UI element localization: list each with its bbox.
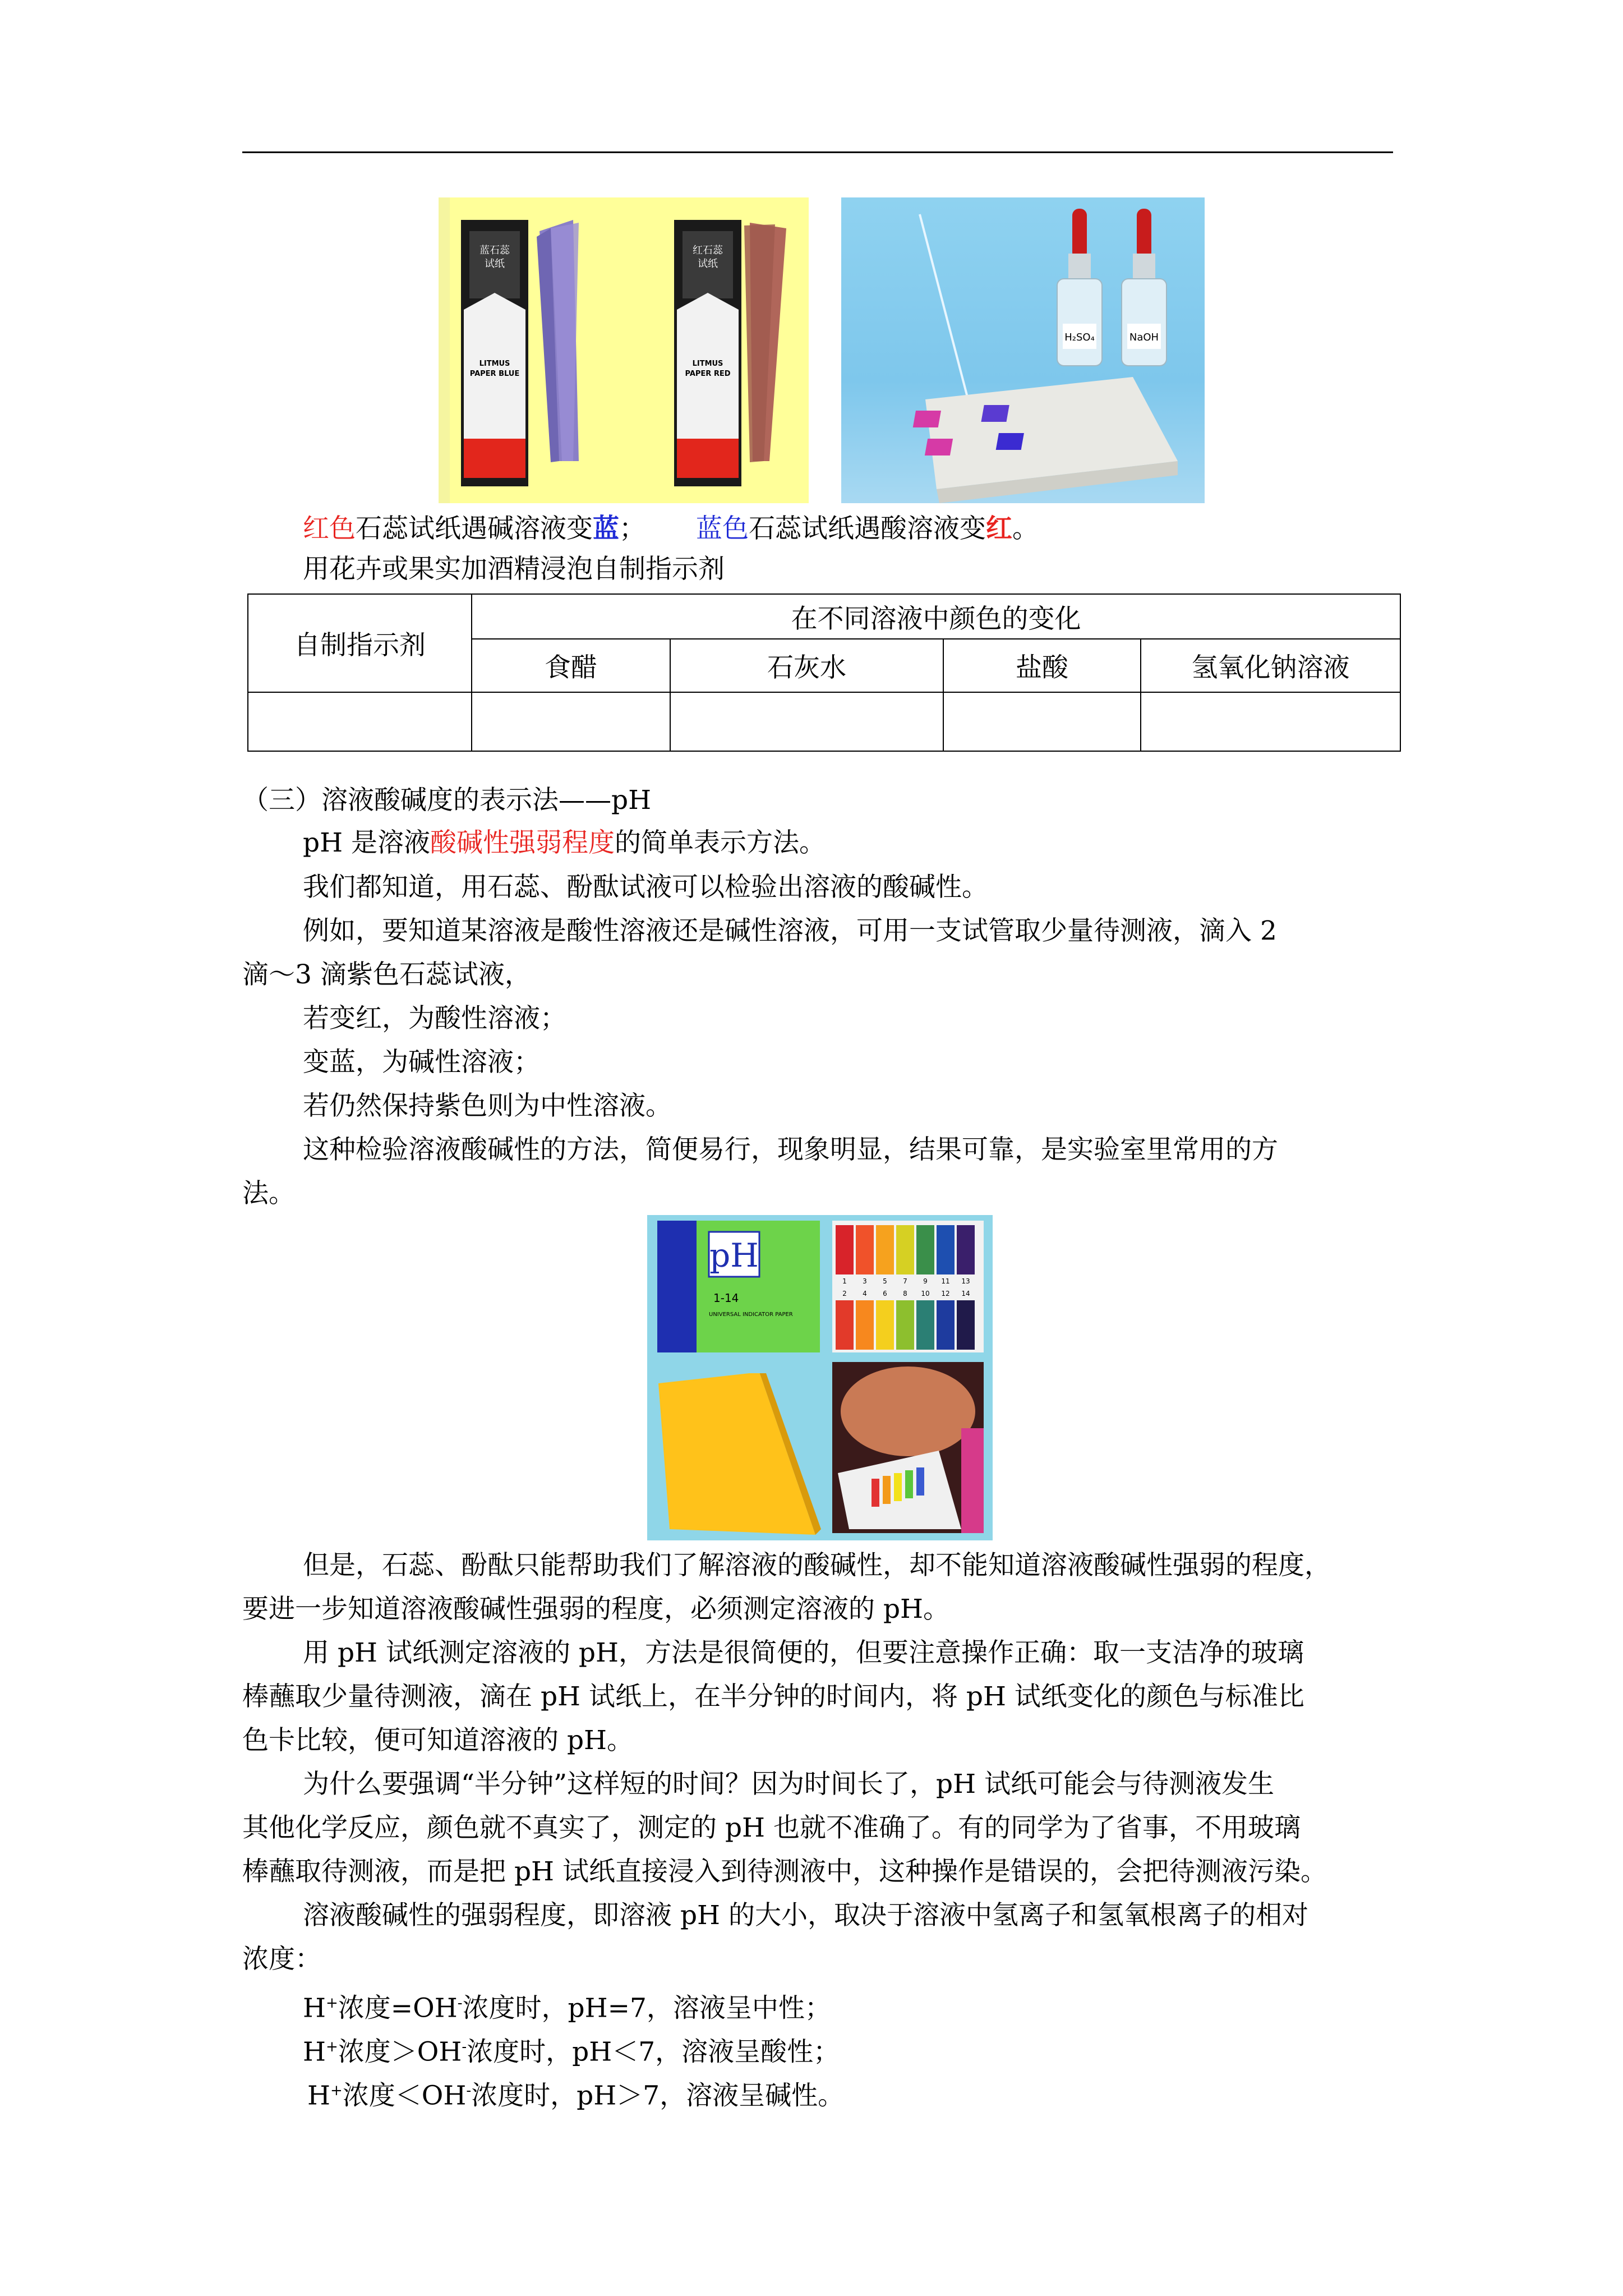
caption-red-word: 红 bbox=[986, 513, 1012, 544]
para-paper-line3: 色卡比较，便可知道溶液的 pH。 bbox=[242, 1725, 634, 1756]
bottle2-label: NaOH bbox=[1129, 332, 1159, 343]
testing-hand-photo bbox=[832, 1362, 984, 1533]
caption-text-1: 石蕊试纸遇碱溶液变 bbox=[356, 513, 593, 544]
table-col1-header: 自制指示剂 bbox=[248, 594, 472, 692]
cond1-sup-plus: + bbox=[326, 1995, 338, 2012]
litmus-paper-illustration bbox=[439, 197, 809, 503]
cond2-rest: 浓度时，pH＜7，溶液呈酸性； bbox=[467, 2036, 840, 2068]
ph-paper-box bbox=[657, 1221, 820, 1352]
para-strength-line2: 浓度： bbox=[242, 1944, 321, 1975]
para-know: 我们都知道，用石蕊、酚酞试液可以检验出溶液的酸碱性。 bbox=[303, 872, 988, 903]
table-cell-empty bbox=[670, 692, 943, 751]
blue-litmus-strips bbox=[537, 220, 579, 462]
section-heading: （三）溶液酸碱度的表示法——pH bbox=[242, 785, 652, 816]
caption-text-2: 石蕊试纸遇酸溶液变 bbox=[749, 513, 986, 544]
ph-swatch bbox=[896, 1300, 914, 1350]
para-paper-line2: 棒蘸取少量待测液，滴在 pH 试纸上，在半分钟的时间内，将 pH 试纸变化的颜色与标准比 bbox=[242, 1681, 1304, 1712]
dropper-experiment-photo bbox=[841, 197, 1205, 503]
ph-chart-number: 13 bbox=[961, 1277, 970, 1285]
ph-def-start: pH 是溶液 bbox=[303, 827, 431, 858]
ph-definition bbox=[303, 825, 826, 862]
bottle-sulfuric-acid bbox=[1057, 209, 1102, 366]
ph-chart-number: 1 bbox=[842, 1277, 847, 1285]
caption-end: 。 bbox=[1012, 513, 1039, 544]
box2-bottom-label: LITMUS PAPER RED bbox=[685, 360, 731, 378]
spot-3 bbox=[925, 439, 953, 455]
spot-4 bbox=[996, 433, 1024, 450]
red-litmus-box bbox=[674, 220, 741, 486]
ph-swatch bbox=[937, 1225, 955, 1274]
cond2-h: H bbox=[303, 2036, 326, 2068]
cond1-sup-minus: - bbox=[457, 1995, 463, 2012]
caption-blue-word: 蓝 bbox=[593, 513, 619, 544]
table-col-vinegar: 食醋 bbox=[472, 639, 670, 692]
cond2-sup-plus: + bbox=[326, 2039, 338, 2055]
ph-chart-number: 6 bbox=[883, 1290, 887, 1297]
condition-basic bbox=[307, 2072, 844, 2115]
condition-acidic bbox=[303, 2028, 840, 2071]
para-paper-line1: 用 pH 试纸测定溶液的 pH，方法是很简便的，但要注意操作正确：取一支洁净的玻璃 bbox=[303, 1637, 1304, 1668]
line-stays-purple: 若仍然保持紫色则为中性溶液。 bbox=[303, 1091, 672, 1121]
ph-swatch bbox=[957, 1225, 975, 1274]
ph-chart-number: 5 bbox=[883, 1277, 887, 1285]
cond1-mid: 浓度=OH bbox=[338, 1993, 458, 2024]
cond3-sup-minus: - bbox=[466, 2082, 472, 2099]
box2-top-label: 红石蕊试纸 bbox=[693, 245, 723, 270]
ph-chart-number: 8 bbox=[903, 1290, 907, 1297]
spot-2 bbox=[981, 405, 1009, 422]
ph-swatch bbox=[916, 1225, 934, 1274]
para-method-line1: 这种检验溶液酸碱性的方法，简便易行，现象明显，结果可靠，是实验室里常用的方 bbox=[303, 1134, 1278, 1165]
box1-top-label: 蓝石蕊试纸 bbox=[479, 245, 510, 270]
table-col-naoh: 氢氧化钠溶液 bbox=[1141, 639, 1400, 692]
cond3-rest: 浓度时，pH＞7，溶液呈碱性。 bbox=[471, 2080, 845, 2111]
table-col-hcl: 盐酸 bbox=[943, 639, 1141, 692]
ph-swatch bbox=[856, 1225, 874, 1274]
cond2-sup-minus: - bbox=[462, 2039, 467, 2055]
cond3-mid: 浓度＜OH bbox=[342, 2080, 467, 2111]
dropper-illustration bbox=[841, 197, 1205, 503]
ph-def-end: 的简单表示方法。 bbox=[615, 827, 826, 858]
ph-chart-number: 10 bbox=[921, 1290, 930, 1297]
line-turns-blue: 变蓝，为碱性溶液； bbox=[303, 1047, 540, 1078]
header-rule bbox=[242, 151, 1393, 153]
ph-chart-number: 9 bbox=[923, 1277, 928, 1285]
table-cell-empty bbox=[248, 692, 472, 751]
indicator-table bbox=[247, 593, 1401, 752]
ph-swatch bbox=[856, 1300, 874, 1350]
ph-swatch bbox=[957, 1300, 975, 1350]
cond1-rest: 浓度时，pH=7，溶液呈中性； bbox=[462, 1993, 831, 2024]
para-why-line3: 棒蘸取待测液，而是把 pH 试纸直接浸入到待测液中，这种操作是错误的，会把待测液污染。 bbox=[242, 1856, 1327, 1887]
ph-chart-number: 3 bbox=[863, 1277, 867, 1285]
ph-swatch bbox=[896, 1225, 914, 1274]
para-method-line2: 法。 bbox=[242, 1178, 295, 1209]
para-but-line2: 要进一步知道溶液酸碱性强弱的程度，必须测定溶液的 pH。 bbox=[242, 1594, 950, 1625]
ph-swatch bbox=[937, 1300, 955, 1350]
cond3-h: H bbox=[307, 2080, 330, 2111]
red-litmus-strips bbox=[744, 223, 786, 462]
ph-chart-number: 7 bbox=[903, 1277, 907, 1285]
ph-color-chart bbox=[832, 1221, 984, 1352]
para-but-line1: 但是，石蕊、酚酞只能帮助我们了解溶液的酸碱性，却不能知道溶液酸碱性强弱的程度， bbox=[303, 1550, 1331, 1581]
box-small-text: UNIVERSAL INDICATOR PAPER bbox=[709, 1312, 793, 1318]
para-strength-line1: 溶液酸碱性的强弱程度，即溶液 pH 的大小，取决于溶液中氢离子和氢氧根离子的相对 bbox=[303, 1900, 1308, 1931]
bottle-sodium-hydroxide bbox=[1122, 209, 1166, 366]
table-cell-empty bbox=[472, 692, 670, 751]
ph-chart-number: 2 bbox=[842, 1290, 847, 1297]
cond2-mid: 浓度＞OH bbox=[338, 2036, 462, 2068]
box1-bottom-label: LITMUS PAPER BLUE bbox=[469, 360, 520, 378]
glass-rod bbox=[920, 214, 970, 408]
box-ph-text: pH bbox=[709, 1236, 759, 1274]
ph-chart-number: 14 bbox=[961, 1290, 970, 1297]
ph-swatch bbox=[916, 1300, 934, 1350]
bottle1-label: H₂SO₄ bbox=[1064, 332, 1095, 343]
litmus-caption bbox=[303, 510, 1039, 547]
ph-swatch bbox=[836, 1300, 854, 1350]
ph-chart-number: 11 bbox=[941, 1277, 950, 1285]
yellow-ph-strips bbox=[657, 1362, 821, 1535]
table-cell-empty bbox=[943, 692, 1141, 751]
para-why-line2: 其他化学反应，颜色就不真实了，测定的 pH 也就不准确了。有的同学为了省事，不用玻璃 bbox=[242, 1812, 1301, 1843]
para-why-line1: 为什么要强调“半分钟”这样短的时间？因为时间长了，pH 试纸可能会与待测液发生 bbox=[303, 1769, 1275, 1800]
line-turns-red: 若变红，为酸性溶液； bbox=[303, 1003, 566, 1034]
table-col-limewater: 石灰水 bbox=[670, 639, 943, 692]
ph-swatch bbox=[836, 1225, 854, 1274]
condition-neutral bbox=[303, 1985, 831, 2027]
ph-chart-number: 4 bbox=[863, 1290, 867, 1297]
ph-chart-number: 12 bbox=[941, 1290, 950, 1297]
para-example-line1: 例如，要知道某溶液是酸性溶液还是碱性溶液，可用一支试管取少量待测液，滴入 2 bbox=[303, 915, 1277, 946]
spot-1 bbox=[913, 411, 941, 427]
caption-separator: ； bbox=[619, 513, 645, 544]
homemade-indicator-line: 用花卉或果实加酒精浸泡自制指示剂 bbox=[303, 554, 725, 585]
table-cell-empty bbox=[1141, 692, 1400, 751]
blue-litmus-box bbox=[461, 220, 528, 486]
ph-def-highlight: 酸碱性强弱程度 bbox=[430, 827, 615, 858]
box-range-text: 1-14 bbox=[713, 1291, 739, 1305]
ph-paper-photo bbox=[647, 1215, 993, 1540]
para-example-line2: 滴～3 滴紫色石蕊试液， bbox=[242, 959, 531, 990]
caption-red-color: 红色 bbox=[303, 513, 356, 544]
cond1-h: H bbox=[303, 1993, 326, 2024]
ph-paper-illustration bbox=[647, 1215, 993, 1540]
table-group-header: 在不同溶液中颜色的变化 bbox=[472, 594, 1400, 639]
ph-swatch bbox=[876, 1225, 894, 1274]
ph-swatch bbox=[876, 1300, 894, 1350]
caption-blue-color: 蓝色 bbox=[696, 513, 749, 544]
litmus-paper-photo bbox=[439, 197, 809, 503]
cond3-sup-plus: + bbox=[330, 2082, 343, 2099]
